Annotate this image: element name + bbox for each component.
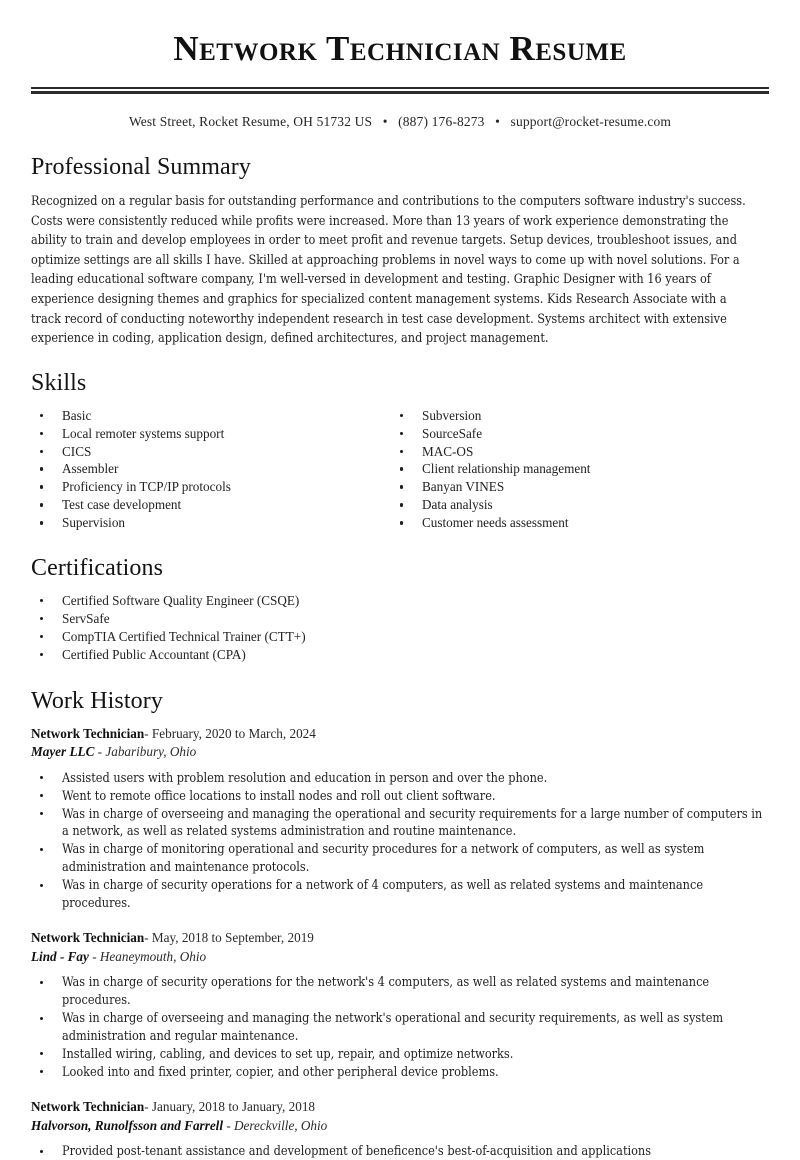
section-certifications bbox=[31, 554, 769, 663]
job-title: Network Technician bbox=[31, 930, 145, 946]
list-item: Was in charge of security operations for a network of 4 computers, as well as related systems and maintenance procedures. bbox=[40, 876, 769, 911]
certifications-list bbox=[31, 592, 769, 664]
list-item: Client relationship management bbox=[400, 460, 769, 478]
page-title: Network Technician Resume bbox=[173, 29, 627, 68]
job-company-separator: - bbox=[97, 744, 103, 760]
job-title-separator: - bbox=[144, 725, 149, 741]
job-duties-list bbox=[31, 1142, 769, 1160]
list-item: SourceSafe bbox=[400, 425, 769, 443]
section-heading-professional-summary: Professional Summary bbox=[31, 154, 251, 181]
work-history-entry bbox=[31, 1098, 769, 1160]
job-company-separator: - bbox=[226, 1117, 231, 1133]
job-location: Heaneymouth, Ohio bbox=[99, 948, 207, 964]
list-item: ServSafe bbox=[40, 610, 769, 628]
job-location: Dereckville, Ohio bbox=[234, 1117, 328, 1133]
job-dates: February, 2020 to March, 2024 bbox=[151, 725, 316, 741]
section-professional-summary bbox=[31, 153, 769, 348]
job-company-line bbox=[31, 948, 769, 967]
header-divider bbox=[31, 87, 769, 94]
work-history-entry bbox=[31, 725, 769, 912]
list-item: Was in charge of overseeing and managing the network's operational and security requirements, as well as system administration and regular maintenance. bbox=[40, 1009, 769, 1044]
list-item: Was in charge of monitoring operational and security procedures for a network of computers, as well as system administration and maintenance protocols. bbox=[40, 840, 769, 875]
job-dates: May, 2018 to September, 2019 bbox=[151, 930, 314, 946]
list-item: Data analysis bbox=[400, 496, 769, 514]
job-duties-list bbox=[31, 769, 769, 912]
job-company-separator: - bbox=[92, 948, 97, 964]
job-title-line bbox=[31, 1098, 769, 1117]
list-item: Local remoter systems support bbox=[40, 425, 400, 443]
list-item: Provided post-tenant assistance and development of beneficence's best-of-acquisition and applications bbox=[40, 1142, 769, 1160]
skills-columns bbox=[31, 407, 769, 533]
list-item: Proficiency in TCP/IP protocols bbox=[40, 478, 400, 496]
job-company: Mayer LLC bbox=[31, 744, 95, 760]
list-item: Subversion bbox=[400, 407, 769, 425]
list-item: Looked into and fixed printer, copier, and other peripheral device problems. bbox=[40, 1063, 769, 1081]
job-company: Halvorson, Runolfsson and Farrell bbox=[31, 1117, 224, 1133]
job-dates: January, 2018 to January, 2018 bbox=[151, 1099, 316, 1115]
list-item: Basic bbox=[40, 407, 400, 425]
section-heading-skills: Skills bbox=[31, 369, 87, 396]
skills-list-right bbox=[400, 407, 769, 533]
list-item: CICS bbox=[40, 443, 400, 461]
skills-list-left bbox=[31, 407, 400, 533]
job-location: Jabaribury, Ohio bbox=[105, 744, 197, 760]
divider-line-bottom bbox=[31, 91, 769, 94]
list-item: Was in charge of security operations for the network's 4 computers, as well as related systems and maintenance procedures. bbox=[40, 973, 769, 1008]
list-item: Assisted users with problem resolution and education in person and over the phone. bbox=[40, 769, 769, 787]
list-item: Test case development bbox=[40, 496, 400, 514]
job-title: Network Technician bbox=[31, 1099, 145, 1115]
job-title-separator: - bbox=[144, 1099, 149, 1115]
skills-column-right bbox=[400, 407, 769, 533]
contact-phone: (887) 176-8273 bbox=[398, 114, 485, 130]
contact-info bbox=[31, 114, 769, 130]
job-company-line bbox=[31, 1117, 769, 1136]
professional-summary-text: Recognized on a regular basis for outstanding performance and contributions to the computers software industry's success. Costs were consistently reduced while profits were increased. More than 13 years of work experience demonstrating the ability to train and develop employees in order to meet profit and revenue targets. Setup devices, troubleshoot issues, and optimize settings are all skills I have. Skilled at approaching problems in novel ways to come up with novel solutions. For a leading educational software company, I'm well-versed in development and testing. Graphic Designer with 16 years of experience designing themes and graphics for specialized content management systems. Kids Research Associate with a track record of conducting noteworthy independent research in test case development. Systems architect with extensive experience in coding, application design, defined architectures, and project management. bbox=[31, 192, 746, 346]
list-item: Went to remote office locations to install nodes and roll out client software. bbox=[40, 787, 769, 805]
skills-column-left bbox=[31, 407, 400, 533]
job-title-line bbox=[31, 929, 769, 948]
work-history-entry bbox=[31, 929, 769, 1080]
job-title: Network Technician bbox=[31, 725, 145, 741]
list-item: Was in charge of overseeing and managing the operational and security requirements for a large number of computers in a network, as well as related systems administration and routine maintenance. bbox=[40, 805, 769, 840]
list-item: MAC-OS bbox=[400, 443, 769, 461]
list-item: Supervision bbox=[40, 514, 400, 532]
job-company: Lind - Fay bbox=[31, 948, 89, 964]
contact-email[interactable]: support@rocket-resume.com bbox=[510, 114, 672, 130]
job-title-line bbox=[31, 725, 769, 744]
contact-address: West Street, Rocket Resume, OH 51732 US bbox=[128, 114, 373, 130]
list-item: Customer needs assessment bbox=[400, 514, 769, 532]
job-title-separator: - bbox=[144, 930, 149, 946]
list-item: CompTIA Certified Technical Trainer (CTT+) bbox=[40, 628, 769, 646]
list-item: Banyan VINES bbox=[400, 478, 769, 496]
section-heading-work-history: Work History bbox=[31, 687, 163, 714]
contact-separator-2: • bbox=[495, 114, 501, 130]
section-skills bbox=[31, 369, 769, 533]
list-item: Assembler bbox=[40, 460, 400, 478]
section-work-history bbox=[31, 687, 769, 1160]
contact-separator-1: • bbox=[382, 114, 388, 130]
job-duties-list bbox=[31, 973, 769, 1080]
list-item: Certified Software Quality Engineer (CSQE) bbox=[40, 592, 769, 610]
job-company-line bbox=[31, 743, 769, 762]
list-item: Installed wiring, cabling, and devices to set up, repair, and optimize networks. bbox=[40, 1045, 769, 1063]
section-heading-certifications: Certifications bbox=[31, 555, 164, 582]
list-item: Certified Public Accountant (CPA) bbox=[40, 646, 769, 664]
